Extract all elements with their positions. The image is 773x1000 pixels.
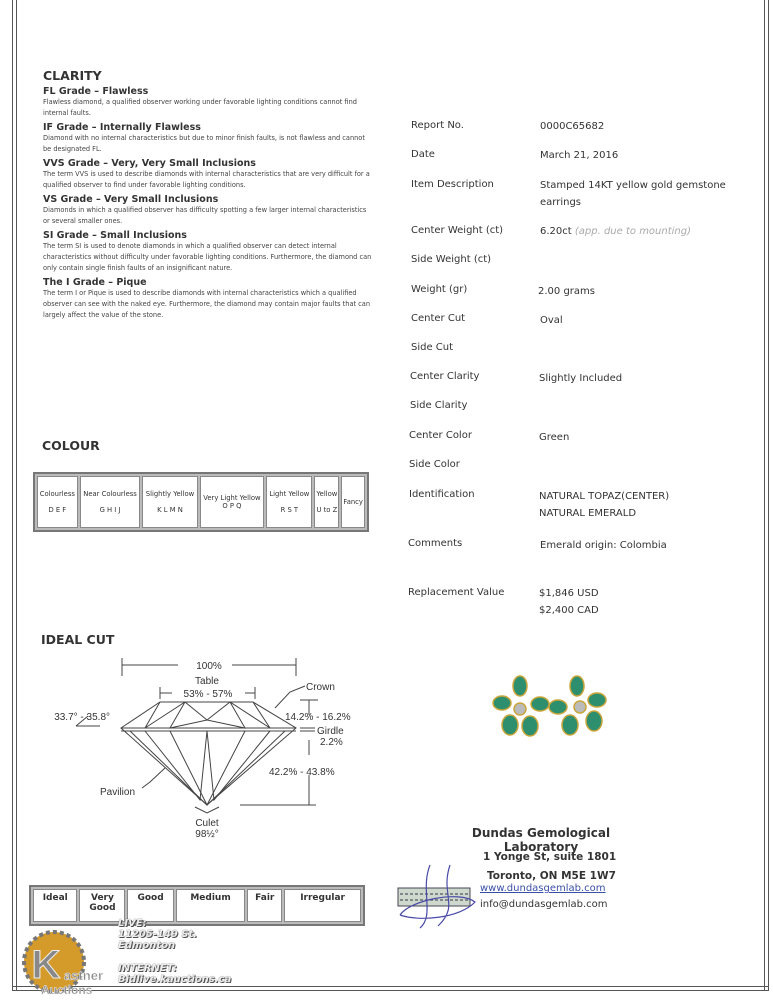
report-label: Side Cut [411, 342, 454, 353]
lab-name: Dundas Gemological Laboratory [471, 826, 611, 854]
report-label: Center Clarity [410, 371, 480, 382]
report-label: Date [411, 149, 435, 160]
ideal-cut-title: IDEAL CUT [41, 632, 115, 647]
girdle-value-label: 2.2% [320, 737, 343, 748]
cut-grade-cell: Fair [247, 889, 282, 922]
colour-scale-table [33, 472, 369, 532]
table-range-label: 53% - 57% [183, 689, 233, 700]
girdle-label: Girdle [317, 726, 344, 737]
lab-address-line2: Toronto, ON M5E 1W7 [487, 870, 616, 882]
crown-angle-label: 33.7° - 35.8° [54, 712, 110, 723]
earrings-photo [480, 670, 620, 745]
page-border-right [764, 0, 769, 990]
pavilion-depth-label: 42.2% - 43.8% [269, 767, 335, 778]
earring-right [549, 676, 606, 735]
report-label: Side Weight (ct) [411, 254, 492, 265]
diamond-proportions-diagram [0, 650, 380, 840]
colour-cell: Light Yellow R S T [266, 476, 312, 528]
grade-heading: FL Grade – Flawless [43, 86, 149, 97]
report-value: Oval [540, 315, 563, 326]
report-label: Side Clarity [410, 400, 468, 411]
grade-text: Flawless diamond, a qualified observer working under favorable lighting conditions cannot find internal faults. [43, 98, 357, 117]
report-label: Comments [408, 538, 463, 549]
report-note: (app. due to mounting) [574, 226, 692, 237]
report-value: 2.00 grams [538, 286, 595, 297]
grade-text: The term SI is used to denote diamonds in which a qualified observer can detect internal characteristics without difficulty under favorable lighting conditions. Furthermore, the diamond can only contain single finish faults of an insignificant nature. [43, 242, 372, 272]
lab-email: info@dundasgemlab.com [480, 899, 608, 910]
grade-text: Diamonds in which a qualified observer has difficulty spotting a few larger internal characteristics or several smaller ones. [43, 206, 367, 225]
cut-grade-cell: Very Good [79, 889, 125, 922]
lab-address [483, 848, 616, 886]
culet-label: Culet [195, 818, 219, 829]
crown-height-label: 14.2% - 16.2% [285, 712, 351, 723]
colour-cell: Colourless D E F [37, 476, 78, 528]
grade-heading: VVS Grade – Very, Very Small Inclusions [43, 158, 256, 169]
grade-heading: IF Grade – Internally Flawless [43, 122, 201, 133]
grade-text: The term I or Pique is used to describe diamonds with internal characteristics which a qualified observer can see with the naked eye. Furthermore, the diamond may contain major faults that can largely affect the value of the stone. [43, 289, 371, 319]
report-value: 6.20ct (app. due to mounting) [540, 226, 692, 237]
grade-heading: The I Grade – Pique [43, 277, 147, 288]
report-value: Stamped 14KT yellow gold gemstone earrings [540, 180, 726, 208]
report-label: Center Cut [411, 313, 466, 324]
report-value: NATURAL TOPAZ(CENTER) NATURAL EMERALD [539, 491, 670, 519]
colour-title: COLOUR [42, 438, 100, 453]
lab-address-line1: 1 Yonge St, suite 1801 [483, 851, 617, 863]
cut-grade-cell: Irregular [284, 889, 361, 922]
report-value: 0000C65682 [540, 121, 605, 132]
grade-heading: SI Grade – Small Inclusions [43, 230, 187, 241]
width-label: 100% [196, 661, 222, 672]
report-label: Center Color [409, 430, 472, 441]
grade-text: Diamond with no internal characteristics but due to minor finish faults, is not flawless and cannot be designated FL. [43, 134, 365, 153]
colour-cell: Fancy [341, 476, 365, 528]
table-label: Table [195, 676, 219, 687]
report-value: March 21, 2016 [540, 150, 619, 161]
signature-stamp [390, 860, 485, 930]
report-label: Center Weight (ct) [411, 225, 504, 236]
colour-cell: Yellow U to Z [314, 476, 339, 528]
svg-text:Auctions: Auctions [41, 983, 93, 995]
cut-grade-cell: Ideal [33, 889, 77, 922]
auction-watermark-text: LIVE: 11205-149 St. Edmonton INTERNET: Bidlive.kauctions.ca [118, 918, 232, 985]
crown-label: Crown [306, 682, 335, 693]
page-border-left [12, 0, 17, 990]
clarity-section [43, 68, 373, 321]
report-value: Emerald origin: Colombia [540, 540, 667, 551]
grade-text: The term VVS is used to describe diamonds with internal characteristics that are very difficult for a qualified observer to find under favorable lighting conditions. [43, 170, 370, 189]
clarity-title: CLARITY [43, 68, 102, 83]
svg-text:K: K [31, 943, 61, 987]
culet-value-label: 98½° [195, 829, 219, 840]
cut-grade-cell: Medium [176, 889, 246, 922]
report-label: Replacement Value [408, 587, 505, 598]
grade-heading: VS Grade – Very Small Inclusions [43, 194, 219, 205]
colour-cell: Near Colourless G H I J [80, 476, 141, 528]
svg-text:astner: astner [64, 968, 104, 983]
earring-left [493, 676, 549, 736]
report-value: Green [539, 432, 570, 443]
report-label: Item Description [411, 179, 494, 190]
cut-grade-cell: Good [127, 889, 173, 922]
colour-cell: Slightly Yellow K L M N [142, 476, 197, 528]
lab-website-link[interactable]: www.dundasgemlab.com [480, 883, 606, 894]
pavilion-label: Pavilion [100, 787, 136, 798]
report-label: Weight (gr) [411, 284, 468, 295]
report-label: Side Color [409, 459, 460, 470]
report-label: Report No. [411, 120, 464, 131]
report-label: Identification [409, 489, 475, 500]
page-border-bottom [12, 986, 769, 991]
kastner-auctions-logo [6, 920, 106, 995]
report-value: Slightly Included [539, 373, 623, 384]
colour-cell: Very Light Yellow O P Q [200, 476, 265, 528]
report-value: $1,846 USD $2,400 CAD [539, 588, 599, 616]
